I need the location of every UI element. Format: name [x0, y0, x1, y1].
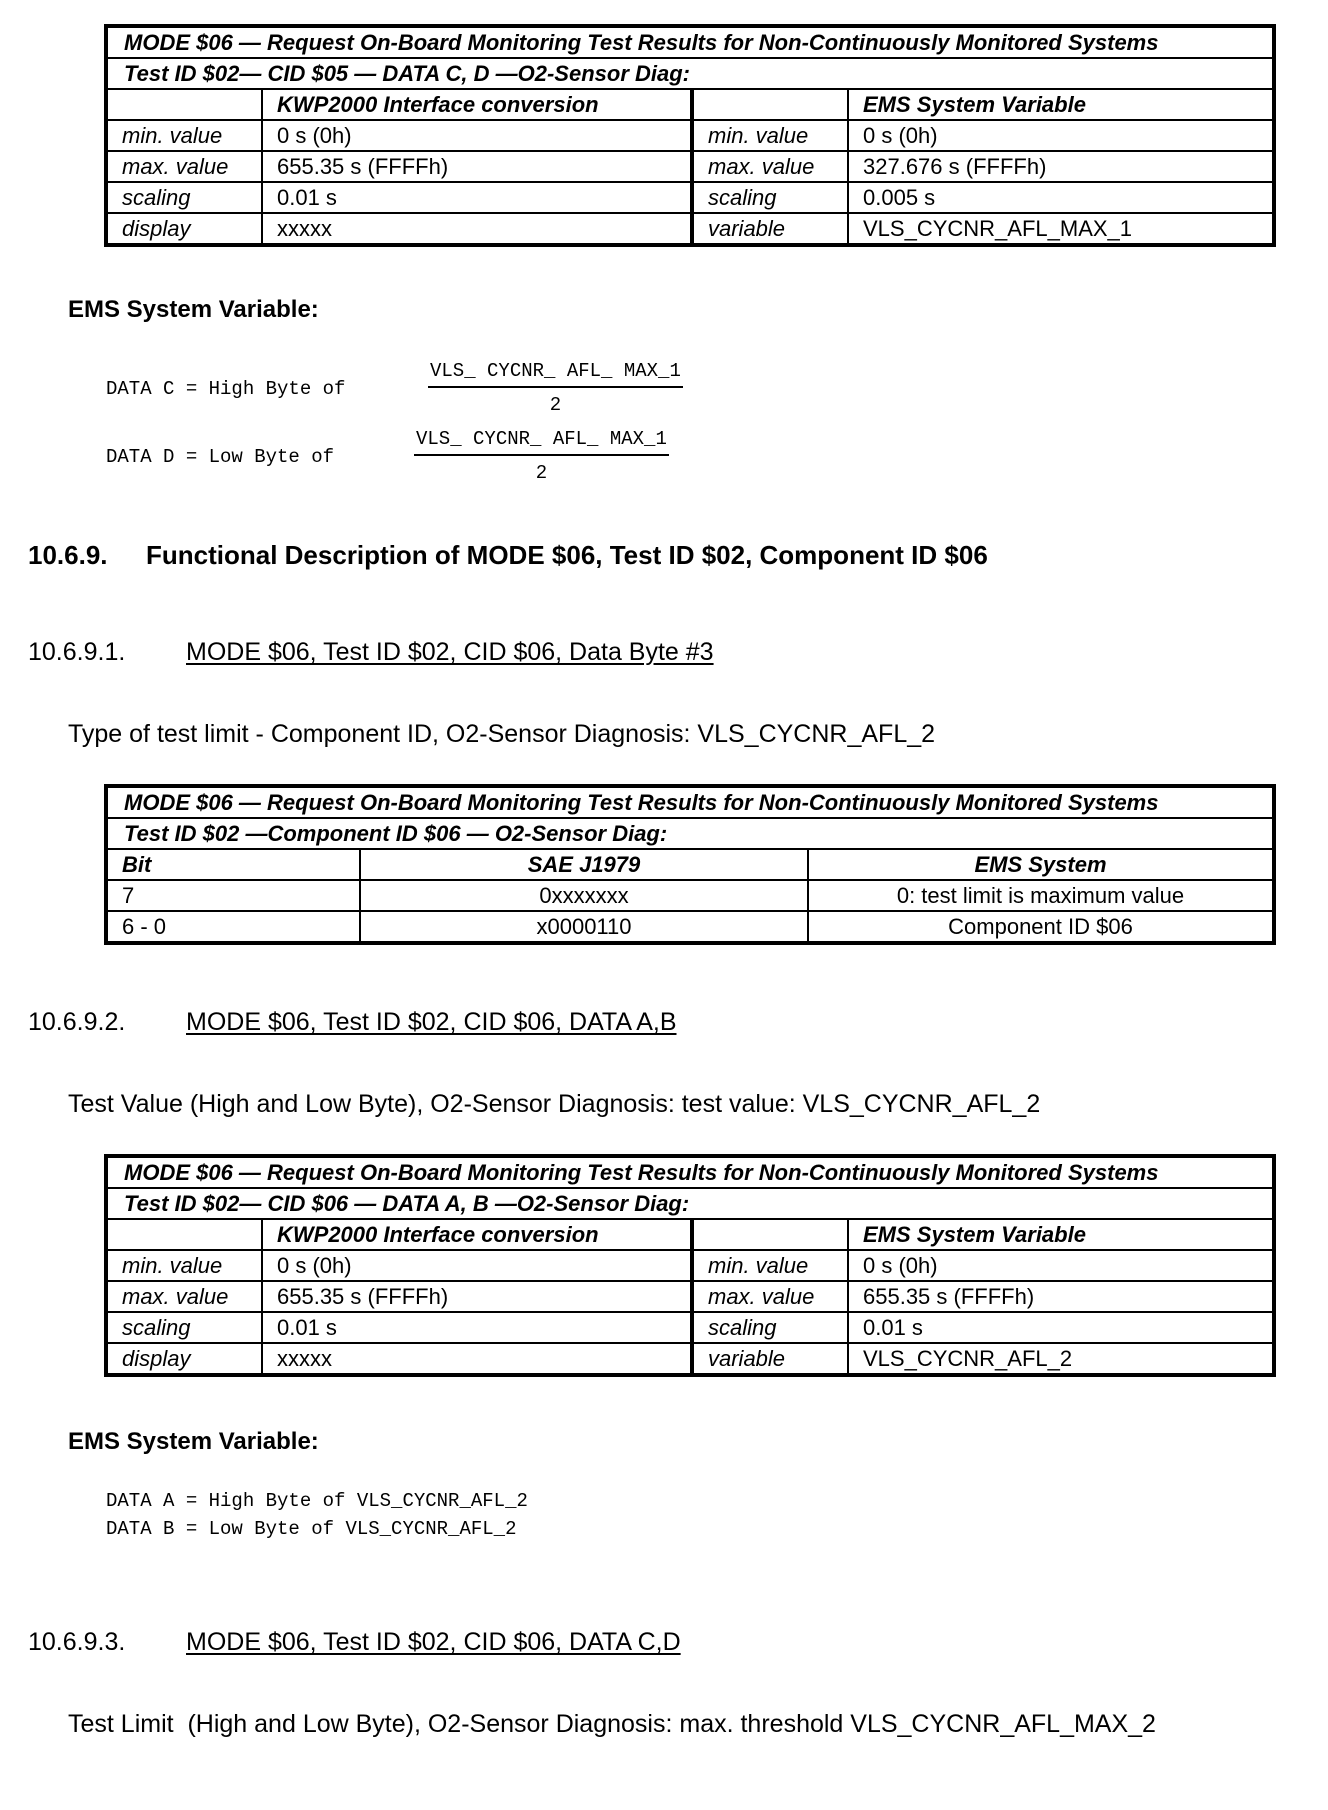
- row-value: 0.01 s: [262, 182, 692, 213]
- table-row: [106, 1250, 1274, 1281]
- row-label: variable: [692, 1343, 848, 1375]
- sae-cell: 0xxxxxxx: [360, 880, 808, 911]
- header-empty: [106, 1219, 262, 1250]
- row-value: 655.35 s (FFFFh): [262, 1281, 692, 1312]
- section-heading-10-6-9: [28, 540, 988, 571]
- row-value: 0.005 s: [848, 182, 1274, 213]
- row-label: max. value: [106, 1281, 262, 1312]
- row-value: 655.35 s (FFFFh): [262, 151, 692, 182]
- data-c-formula-prefix: DATA C = High Byte of: [106, 378, 346, 400]
- table-row: [106, 120, 1274, 151]
- header-bit: Bit: [106, 849, 360, 880]
- header-empty: [692, 89, 848, 120]
- section-number: 10.6.9.1.: [28, 638, 126, 666]
- data-d-formula-prefix: DATA D = Low Byte of: [106, 446, 335, 468]
- table-row: [106, 1312, 1274, 1343]
- row-value: VLS_CYCNR_AFL_2: [848, 1343, 1274, 1375]
- table-subtitle: Test ID $02 —Component ID $06 — O2-Sensor Diag:: [106, 818, 1274, 849]
- bit-cell: 7: [106, 880, 360, 911]
- data-a-formula: DATA A = High Byte of VLS_CYCNR_AFL_2: [106, 1490, 528, 1512]
- row-label: display: [106, 1343, 262, 1375]
- row-label: max. value: [692, 1281, 848, 1312]
- row-label: scaling: [692, 1312, 848, 1343]
- row-label: min. value: [692, 120, 848, 151]
- bit-cell: 6 - 0: [106, 911, 360, 943]
- table-row: [106, 213, 1274, 245]
- row-value: xxxxx: [262, 1343, 692, 1375]
- section-text: Type of test limit - Component ID, O2-Sensor Diagnosis: VLS_CYCNR_AFL_2: [68, 720, 936, 748]
- table-title: MODE $06 — Request On-Board Monitoring Test Results for Non-Continuously Monitored Systems: [106, 26, 1274, 58]
- row-value: 0 s (0h): [262, 1250, 692, 1281]
- row-label: scaling: [692, 182, 848, 213]
- section-number: 10.6.9.3.: [28, 1628, 126, 1656]
- row-value: 0 s (0h): [848, 120, 1274, 151]
- table-subtitle: Test ID $02— CID $05 — DATA C, D —O2-Sensor Diag:: [106, 58, 1274, 89]
- section-text: Test Limit (High and Low Byte), O2-Sensor Diagnosis: max. threshold VLS_CYCNR_AFL_MAX_2: [68, 1710, 1156, 1738]
- header-empty: [692, 1219, 848, 1250]
- row-label: scaling: [106, 182, 262, 213]
- fraction-denominator: 2: [549, 394, 562, 416]
- table-subtitle: Test ID $02— CID $06 — DATA A, B —O2-Sensor Diag:: [106, 1188, 1274, 1219]
- table-row: [106, 911, 1274, 943]
- header-empty: [106, 89, 262, 120]
- row-label: max. value: [106, 151, 262, 182]
- row-label: variable: [692, 213, 848, 245]
- section-number: 10.6.9.: [28, 540, 108, 570]
- section-heading-10-6-9-3: [28, 1628, 681, 1657]
- section-title: MODE $06, Test ID $02, CID $06, DATA C,D: [186, 1628, 681, 1656]
- data-c-fraction: [428, 360, 683, 416]
- header-sae-j1979: SAE J1979: [360, 849, 808, 880]
- table-row: [106, 1343, 1274, 1375]
- data-b-formula: DATA B = Low Byte of VLS_CYCNR_AFL_2: [106, 1518, 517, 1540]
- row-value: 0 s (0h): [262, 120, 692, 151]
- table-row: [106, 880, 1274, 911]
- section-heading-10-6-9-1: [28, 638, 714, 667]
- row-label: scaling: [106, 1312, 262, 1343]
- section-title: MODE $06, Test ID $02, CID $06, DATA A,B: [186, 1008, 677, 1036]
- row-label: min. value: [106, 120, 262, 151]
- table-cid06-data-ab: [104, 1154, 1276, 1377]
- section-title: Functional Description of MODE $06, Test ID $02, Component ID $06: [146, 540, 988, 570]
- row-value: xxxxx: [262, 213, 692, 245]
- ems-cell: 0: test limit is maximum value: [808, 880, 1274, 911]
- row-value: VLS_CYCNR_AFL_MAX_1: [848, 213, 1274, 245]
- row-value: 0.01 s: [262, 1312, 692, 1343]
- fraction-denominator: 2: [535, 462, 548, 484]
- table-row: [106, 151, 1274, 182]
- section-text: Test Value (High and Low Byte), O2-Sensor Diagnosis: test value: VLS_CYCNR_AFL_2: [68, 1090, 1041, 1118]
- table-title: MODE $06 — Request On-Board Monitoring Test Results for Non-Continuously Monitored Systems: [106, 1156, 1274, 1188]
- table-row: [106, 1281, 1274, 1312]
- section-title: MODE $06, Test ID $02, CID $06, Data Byte #3: [186, 638, 714, 666]
- section-number: 10.6.9.2.: [28, 1008, 126, 1036]
- table-cid06-data-byte-3: [104, 784, 1276, 945]
- header-ems: EMS System Variable: [848, 1219, 1274, 1250]
- sae-cell: x0000110: [360, 911, 808, 943]
- table-cid05-data-cd: [104, 24, 1276, 247]
- table-title: MODE $06 — Request On-Board Monitoring Test Results for Non-Continuously Monitored Systems: [106, 786, 1274, 818]
- fraction-numerator: VLS_ CYCNR_ AFL_ MAX_1: [414, 428, 669, 456]
- row-value: 655.35 s (FFFFh): [848, 1281, 1274, 1312]
- row-label: display: [106, 213, 262, 245]
- row-value: 327.676 s (FFFFh): [848, 151, 1274, 182]
- row-label: min. value: [692, 1250, 848, 1281]
- header-kwp2000: KWP2000 Interface conversion: [262, 1219, 692, 1250]
- section-heading-10-6-9-2: [28, 1008, 677, 1037]
- row-label: min. value: [106, 1250, 262, 1281]
- table-row: [106, 182, 1274, 213]
- header-ems: EMS System Variable: [848, 89, 1274, 120]
- ems-cell: Component ID $06: [808, 911, 1274, 943]
- data-d-fraction: [414, 428, 669, 484]
- row-value: 0 s (0h): [848, 1250, 1274, 1281]
- header-ems-system: EMS System: [808, 849, 1274, 880]
- ems-variable-heading: EMS System Variable:: [68, 1428, 319, 1455]
- row-label: max. value: [692, 151, 848, 182]
- ems-variable-heading: EMS System Variable:: [68, 296, 319, 323]
- row-value: 0.01 s: [848, 1312, 1274, 1343]
- fraction-numerator: VLS_ CYCNR_ AFL_ MAX_1: [428, 360, 683, 388]
- header-kwp2000: KWP2000 Interface conversion: [262, 89, 692, 120]
